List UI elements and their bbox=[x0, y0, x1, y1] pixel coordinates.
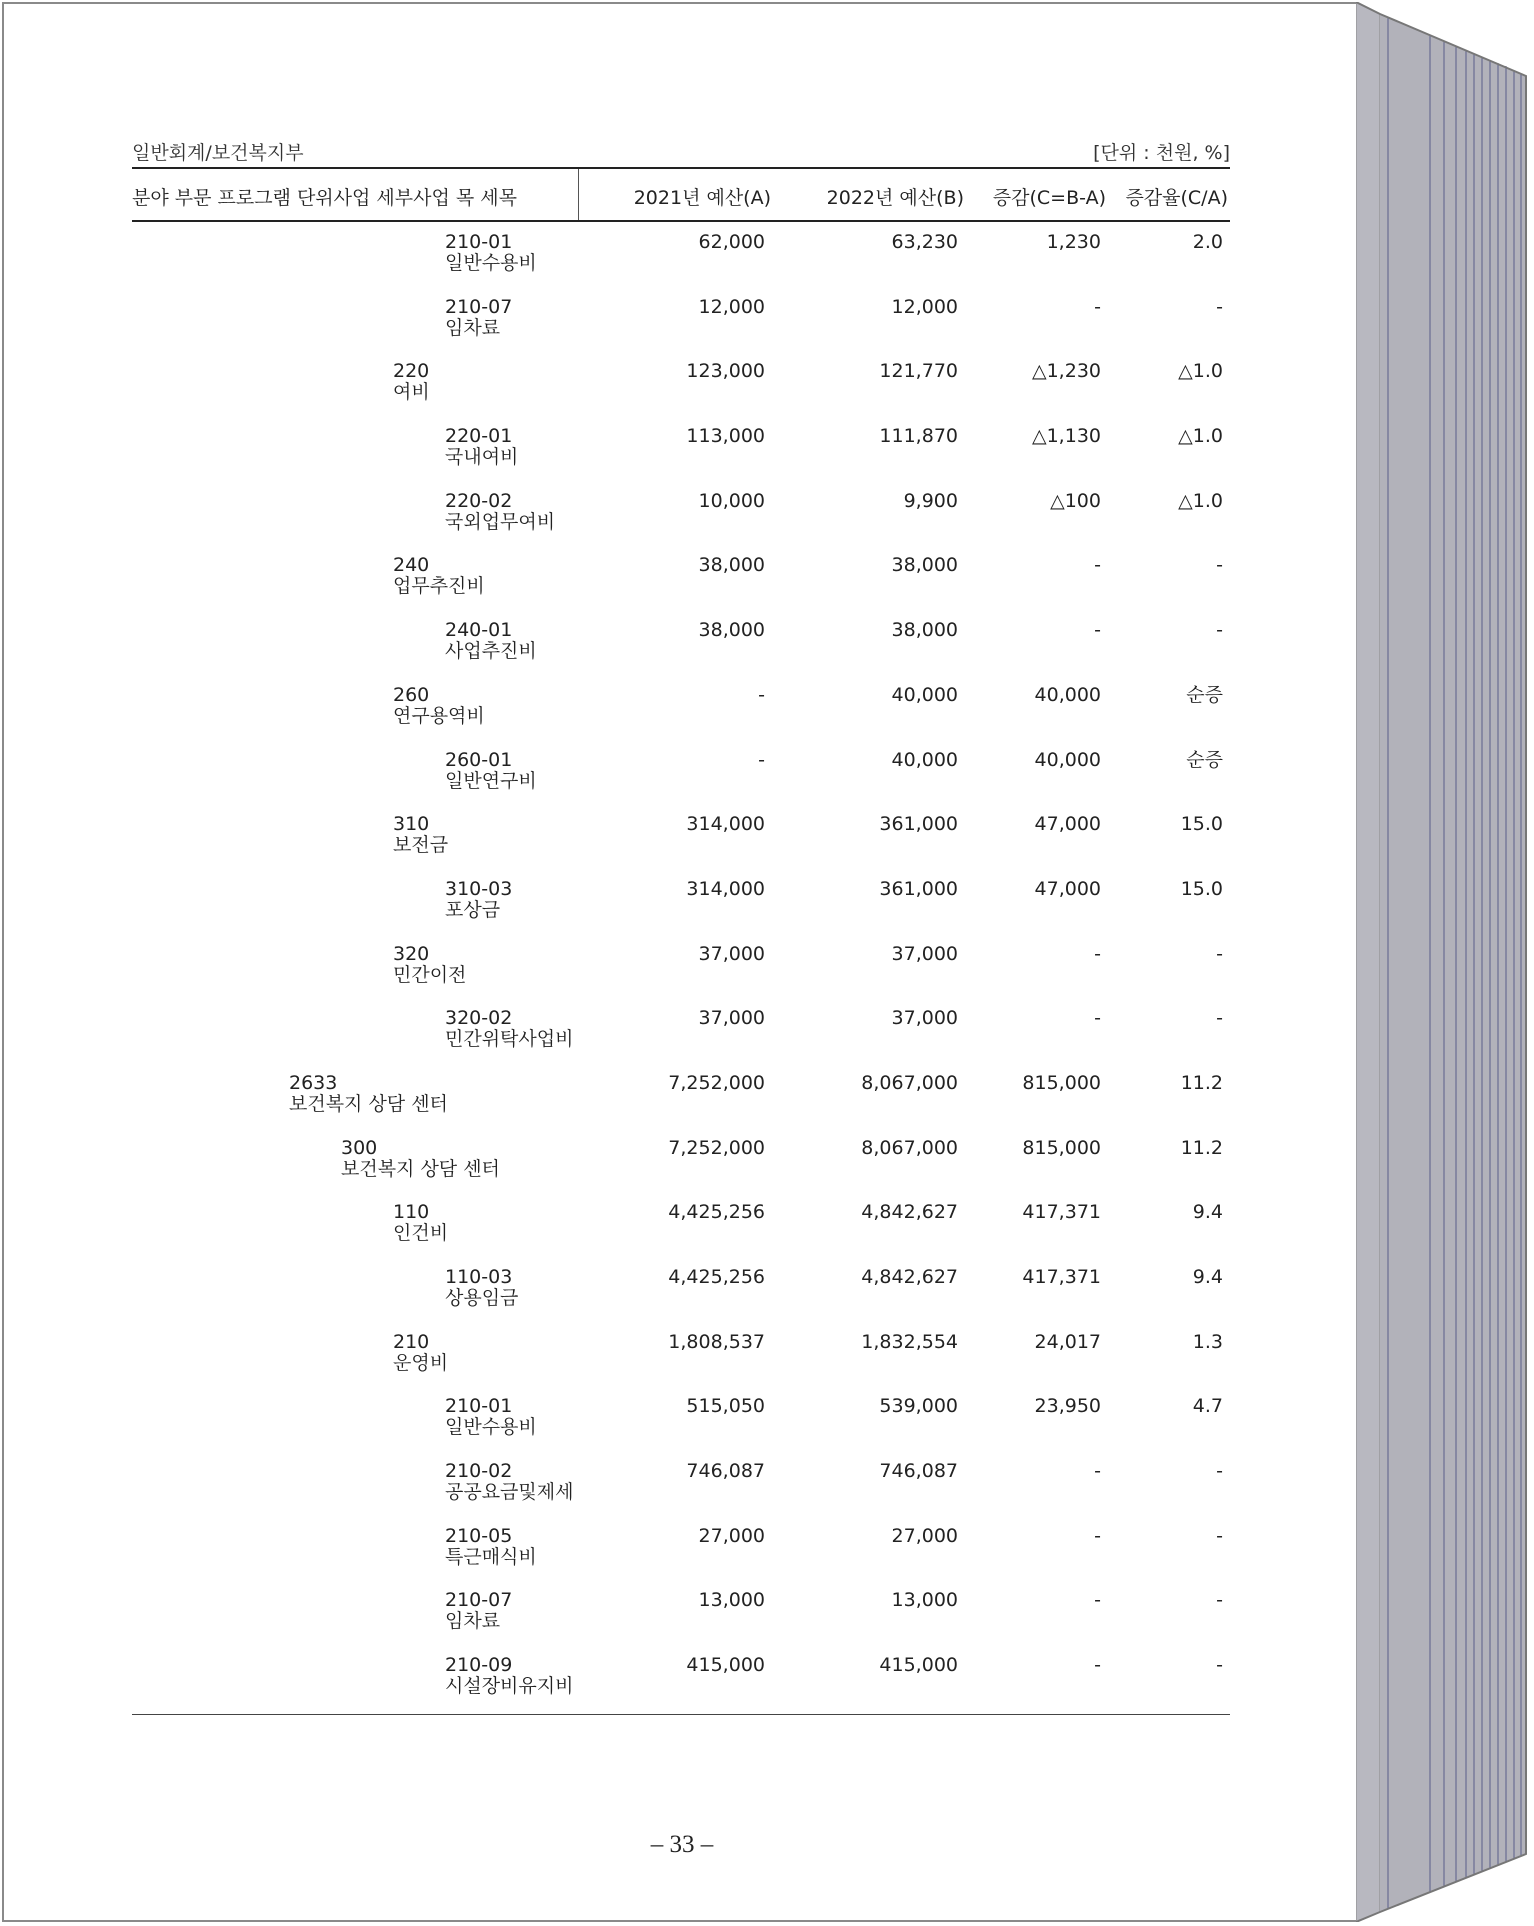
table-row bbox=[132, 545, 1230, 610]
change-rate-cell: 4.7 bbox=[1192, 1395, 1223, 1418]
table-row bbox=[132, 1257, 1230, 1322]
change-rate-cell: - bbox=[1216, 1460, 1223, 1483]
row-name: 일반수용비 bbox=[445, 1416, 537, 1439]
table-row bbox=[132, 1128, 1230, 1193]
row-name: 민간이전 bbox=[393, 963, 467, 986]
change-cell: △1,130 bbox=[1031, 425, 1101, 448]
budget-2021-cell: 1,808,537 bbox=[668, 1330, 765, 1353]
budget-2022-cell: 40,000 bbox=[891, 748, 958, 771]
change-cell: 23,950 bbox=[1034, 1395, 1101, 1418]
change-rate-cell: 11.2 bbox=[1180, 1136, 1223, 1159]
change-cell: △1,230 bbox=[1031, 360, 1101, 383]
document-header bbox=[132, 138, 1230, 166]
table-row bbox=[132, 998, 1230, 1063]
budget-2021-cell: 4,425,256 bbox=[668, 1201, 765, 1224]
book-page-edges bbox=[1356, 2, 1532, 1922]
row-label bbox=[445, 750, 537, 792]
change-cell: 47,000 bbox=[1034, 813, 1101, 836]
change-rate-cell: - bbox=[1216, 1654, 1223, 1677]
row-name: 보건복지 상담 센터 bbox=[341, 1157, 500, 1180]
table-row bbox=[132, 869, 1230, 934]
budget-2022-cell: 361,000 bbox=[879, 813, 958, 836]
row-name: 국내여비 bbox=[445, 446, 519, 469]
header-divider bbox=[578, 169, 579, 220]
column-header-2021: 2021년 예산(A) bbox=[633, 187, 771, 209]
budget-2022-cell: 361,000 bbox=[879, 877, 958, 900]
budget-2021-cell: 27,000 bbox=[698, 1524, 765, 1547]
change-cell: - bbox=[1094, 619, 1101, 642]
row-label bbox=[393, 944, 466, 986]
change-cell: 417,371 bbox=[1022, 1201, 1101, 1224]
row-label bbox=[445, 620, 537, 662]
unit-label: [단위 : 천원, %] bbox=[1093, 142, 1230, 164]
row-code: 220-01 bbox=[445, 425, 513, 448]
table-row bbox=[132, 1451, 1230, 1516]
row-code: 220-02 bbox=[445, 489, 513, 512]
row-name: 시설장비유지비 bbox=[445, 1675, 574, 1698]
budget-2021-cell: - bbox=[758, 683, 765, 706]
table-row bbox=[132, 675, 1230, 740]
budget-2022-cell: 746,087 bbox=[879, 1460, 958, 1483]
change-rate-cell: - bbox=[1216, 942, 1223, 965]
row-label bbox=[341, 1138, 500, 1180]
row-name: 임차료 bbox=[445, 1610, 501, 1633]
row-label bbox=[445, 232, 537, 274]
row-name: 공공요금및제세 bbox=[445, 1481, 574, 1504]
table-row bbox=[132, 804, 1230, 869]
budget-2022-cell: 9,900 bbox=[903, 489, 958, 512]
budget-2021-cell: - bbox=[758, 748, 765, 771]
row-name: 국외업무여비 bbox=[445, 510, 556, 533]
budget-2022-cell: 12,000 bbox=[891, 295, 958, 318]
change-rate-cell: - bbox=[1216, 295, 1223, 318]
change-rate-cell: 11.2 bbox=[1180, 1071, 1223, 1094]
budget-2022-cell: 13,000 bbox=[891, 1589, 958, 1612]
change-cell: 40,000 bbox=[1034, 748, 1101, 771]
budget-2022-cell: 415,000 bbox=[879, 1654, 958, 1677]
change-rate-cell: 15.0 bbox=[1180, 813, 1223, 836]
page-number: – 33 – bbox=[650, 1831, 714, 1858]
change-cell: 815,000 bbox=[1022, 1071, 1101, 1094]
row-code: 240-01 bbox=[445, 619, 513, 642]
budget-2022-cell: 38,000 bbox=[891, 619, 958, 642]
row-code: 240 bbox=[393, 554, 430, 577]
row-label bbox=[445, 426, 518, 468]
budget-2021-cell: 113,000 bbox=[686, 425, 765, 448]
budget-2022-cell: 121,770 bbox=[879, 360, 958, 383]
row-label bbox=[393, 1332, 448, 1374]
change-rate-cell: - bbox=[1216, 1524, 1223, 1547]
table-body bbox=[132, 222, 1230, 1710]
row-code: 210-07 bbox=[445, 1589, 513, 1612]
row-code: 320 bbox=[393, 942, 430, 965]
budget-2021-cell: 4,425,256 bbox=[668, 1266, 765, 1288]
budget-2022-cell: 37,000 bbox=[891, 942, 958, 965]
row-label bbox=[445, 297, 512, 339]
row-label bbox=[445, 1655, 573, 1697]
budget-2022-cell: 63,230 bbox=[891, 231, 958, 253]
table-bottom-rule bbox=[132, 1714, 1230, 1715]
row-code: 210-05 bbox=[445, 1524, 513, 1547]
change-rate-cell: △1.0 bbox=[1178, 489, 1223, 512]
column-header-2022: 2022년 예산(B) bbox=[826, 187, 964, 209]
change-rate-cell: 2.0 bbox=[1192, 231, 1223, 253]
change-cell: 815,000 bbox=[1022, 1136, 1101, 1159]
budget-2022-cell: 4,842,627 bbox=[861, 1201, 958, 1224]
document-page bbox=[2, 2, 1358, 1922]
row-name: 보전금 bbox=[393, 834, 449, 857]
row-name: 민간위탁사업비 bbox=[445, 1028, 574, 1051]
column-header-rate: 증감율(C/A) bbox=[1125, 187, 1228, 209]
row-name: 보건복지 상담 센터 bbox=[289, 1092, 448, 1115]
row-name: 연구용역비 bbox=[393, 704, 485, 727]
row-code: 220 bbox=[393, 360, 430, 383]
budget-2021-cell: 415,000 bbox=[686, 1654, 765, 1677]
row-name: 인건비 bbox=[393, 1222, 449, 1245]
change-rate-cell: - bbox=[1216, 554, 1223, 577]
change-rate-cell: 1.3 bbox=[1192, 1330, 1223, 1353]
row-name: 여비 bbox=[393, 381, 430, 404]
change-rate-cell: △1.0 bbox=[1178, 360, 1223, 383]
budget-2021-cell: 37,000 bbox=[698, 942, 765, 965]
table-row bbox=[132, 1580, 1230, 1645]
row-name: 포상금 bbox=[445, 898, 501, 921]
row-name: 사업추진비 bbox=[445, 640, 537, 663]
budget-2021-cell: 38,000 bbox=[698, 554, 765, 577]
row-code: 2633 bbox=[289, 1071, 338, 1094]
row-label bbox=[445, 1008, 573, 1050]
change-cell: 47,000 bbox=[1034, 877, 1101, 900]
row-name: 업무추진비 bbox=[393, 575, 485, 598]
row-code: 210-09 bbox=[445, 1654, 513, 1677]
row-label bbox=[445, 1267, 518, 1309]
change-cell: 40,000 bbox=[1034, 683, 1101, 706]
table-row bbox=[132, 416, 1230, 481]
budget-2022-cell: 8,067,000 bbox=[861, 1136, 958, 1159]
change-rate-cell: - bbox=[1216, 619, 1223, 642]
row-label bbox=[393, 814, 448, 856]
column-header-change: 증감(C=B-A) bbox=[992, 187, 1106, 209]
row-code: 310-03 bbox=[445, 877, 513, 900]
budget-2021-cell: 746,087 bbox=[686, 1460, 765, 1483]
row-code: 310 bbox=[393, 813, 430, 836]
change-cell: - bbox=[1094, 942, 1101, 965]
row-code: 320-02 bbox=[445, 1007, 513, 1030]
row-label bbox=[445, 1396, 537, 1438]
row-name: 상용임금 bbox=[445, 1287, 519, 1309]
change-rate-cell: 9.4 bbox=[1192, 1266, 1223, 1288]
row-label bbox=[393, 555, 485, 597]
table-row bbox=[132, 1516, 1230, 1581]
table-row bbox=[132, 351, 1230, 416]
row-name: 일반수용비 bbox=[445, 252, 537, 274]
budget-2021-cell: 123,000 bbox=[686, 360, 765, 383]
budget-2021-cell: 12,000 bbox=[698, 295, 765, 318]
budget-2022-cell: 539,000 bbox=[879, 1395, 958, 1418]
change-cell: 24,017 bbox=[1034, 1330, 1101, 1353]
change-rate-cell: 15.0 bbox=[1180, 877, 1223, 900]
table-row bbox=[132, 1063, 1230, 1128]
budget-2022-cell: 8,067,000 bbox=[861, 1071, 958, 1094]
row-label bbox=[445, 879, 512, 921]
table-header bbox=[132, 167, 1230, 222]
budget-2022-cell: 4,842,627 bbox=[861, 1266, 958, 1288]
row-label bbox=[445, 491, 555, 533]
row-code: 300 bbox=[341, 1136, 378, 1159]
change-cell: △100 bbox=[1050, 489, 1101, 512]
budget-2021-cell: 314,000 bbox=[686, 813, 765, 836]
table-row bbox=[132, 1192, 1230, 1257]
row-name: 운영비 bbox=[393, 1351, 449, 1374]
change-cell: 417,371 bbox=[1022, 1266, 1101, 1288]
budget-2022-cell: 27,000 bbox=[891, 1524, 958, 1547]
table-row bbox=[132, 287, 1230, 352]
change-cell: 1,230 bbox=[1046, 231, 1101, 253]
row-name: 일반연구비 bbox=[445, 769, 537, 792]
budget-2022-cell: 111,870 bbox=[879, 425, 958, 448]
budget-2021-cell: 62,000 bbox=[698, 231, 765, 253]
row-code: 260 bbox=[393, 683, 430, 706]
budget-2022-cell: 1,832,554 bbox=[861, 1330, 958, 1353]
change-cell: - bbox=[1094, 554, 1101, 577]
column-header-label: 분야 부문 프로그램 단위사업 세부사업 목 세목 bbox=[132, 187, 517, 209]
row-code: 210-01 bbox=[445, 231, 513, 253]
change-rate-cell: 순증 bbox=[1186, 683, 1223, 706]
row-code: 210-02 bbox=[445, 1460, 513, 1483]
row-code: 210-01 bbox=[445, 1395, 513, 1418]
row-label bbox=[289, 1073, 448, 1115]
table-row bbox=[132, 1386, 1230, 1451]
change-rate-cell: - bbox=[1216, 1007, 1223, 1030]
row-code: 110-03 bbox=[445, 1266, 513, 1288]
account-title: 일반회계/보건복지부 bbox=[132, 142, 304, 164]
change-cell: - bbox=[1094, 1524, 1101, 1547]
row-label bbox=[393, 1202, 448, 1244]
change-rate-cell: - bbox=[1216, 1589, 1223, 1612]
row-code: 210 bbox=[393, 1330, 430, 1353]
budget-2021-cell: 515,050 bbox=[686, 1395, 765, 1418]
budget-2021-cell: 10,000 bbox=[698, 489, 765, 512]
row-label bbox=[445, 1461, 573, 1503]
change-cell: - bbox=[1094, 1460, 1101, 1483]
budget-2021-cell: 38,000 bbox=[698, 619, 765, 642]
change-rate-cell: △1.0 bbox=[1178, 425, 1223, 448]
change-cell: - bbox=[1094, 1007, 1101, 1030]
table-row bbox=[132, 1645, 1230, 1710]
budget-2021-cell: 37,000 bbox=[698, 1007, 765, 1030]
budget-table bbox=[132, 167, 1230, 1710]
change-rate-cell: 9.4 bbox=[1192, 1201, 1223, 1224]
row-label bbox=[445, 1590, 512, 1632]
budget-2022-cell: 38,000 bbox=[891, 554, 958, 577]
table-row bbox=[132, 1322, 1230, 1387]
row-label bbox=[393, 361, 430, 403]
row-code: 260-01 bbox=[445, 748, 513, 771]
row-label bbox=[445, 1526, 537, 1568]
table-row bbox=[132, 481, 1230, 546]
budget-2022-cell: 37,000 bbox=[891, 1007, 958, 1030]
budget-2021-cell: 13,000 bbox=[698, 1589, 765, 1612]
table-row bbox=[132, 222, 1230, 287]
change-rate-cell: 순증 bbox=[1186, 748, 1223, 771]
budget-2021-cell: 7,252,000 bbox=[668, 1136, 765, 1159]
table-row bbox=[132, 740, 1230, 805]
change-cell: - bbox=[1094, 1589, 1101, 1612]
budget-2021-cell: 7,252,000 bbox=[668, 1071, 765, 1094]
row-name: 임차료 bbox=[445, 316, 501, 339]
table-row bbox=[132, 610, 1230, 675]
row-code: 110 bbox=[393, 1201, 430, 1224]
row-label bbox=[393, 685, 485, 727]
change-cell: - bbox=[1094, 1654, 1101, 1677]
budget-2022-cell: 40,000 bbox=[891, 683, 958, 706]
change-cell: - bbox=[1094, 295, 1101, 318]
row-name: 특근매식비 bbox=[445, 1545, 537, 1568]
budget-2021-cell: 314,000 bbox=[686, 877, 765, 900]
row-code: 210-07 bbox=[445, 295, 513, 318]
table-row bbox=[132, 934, 1230, 999]
